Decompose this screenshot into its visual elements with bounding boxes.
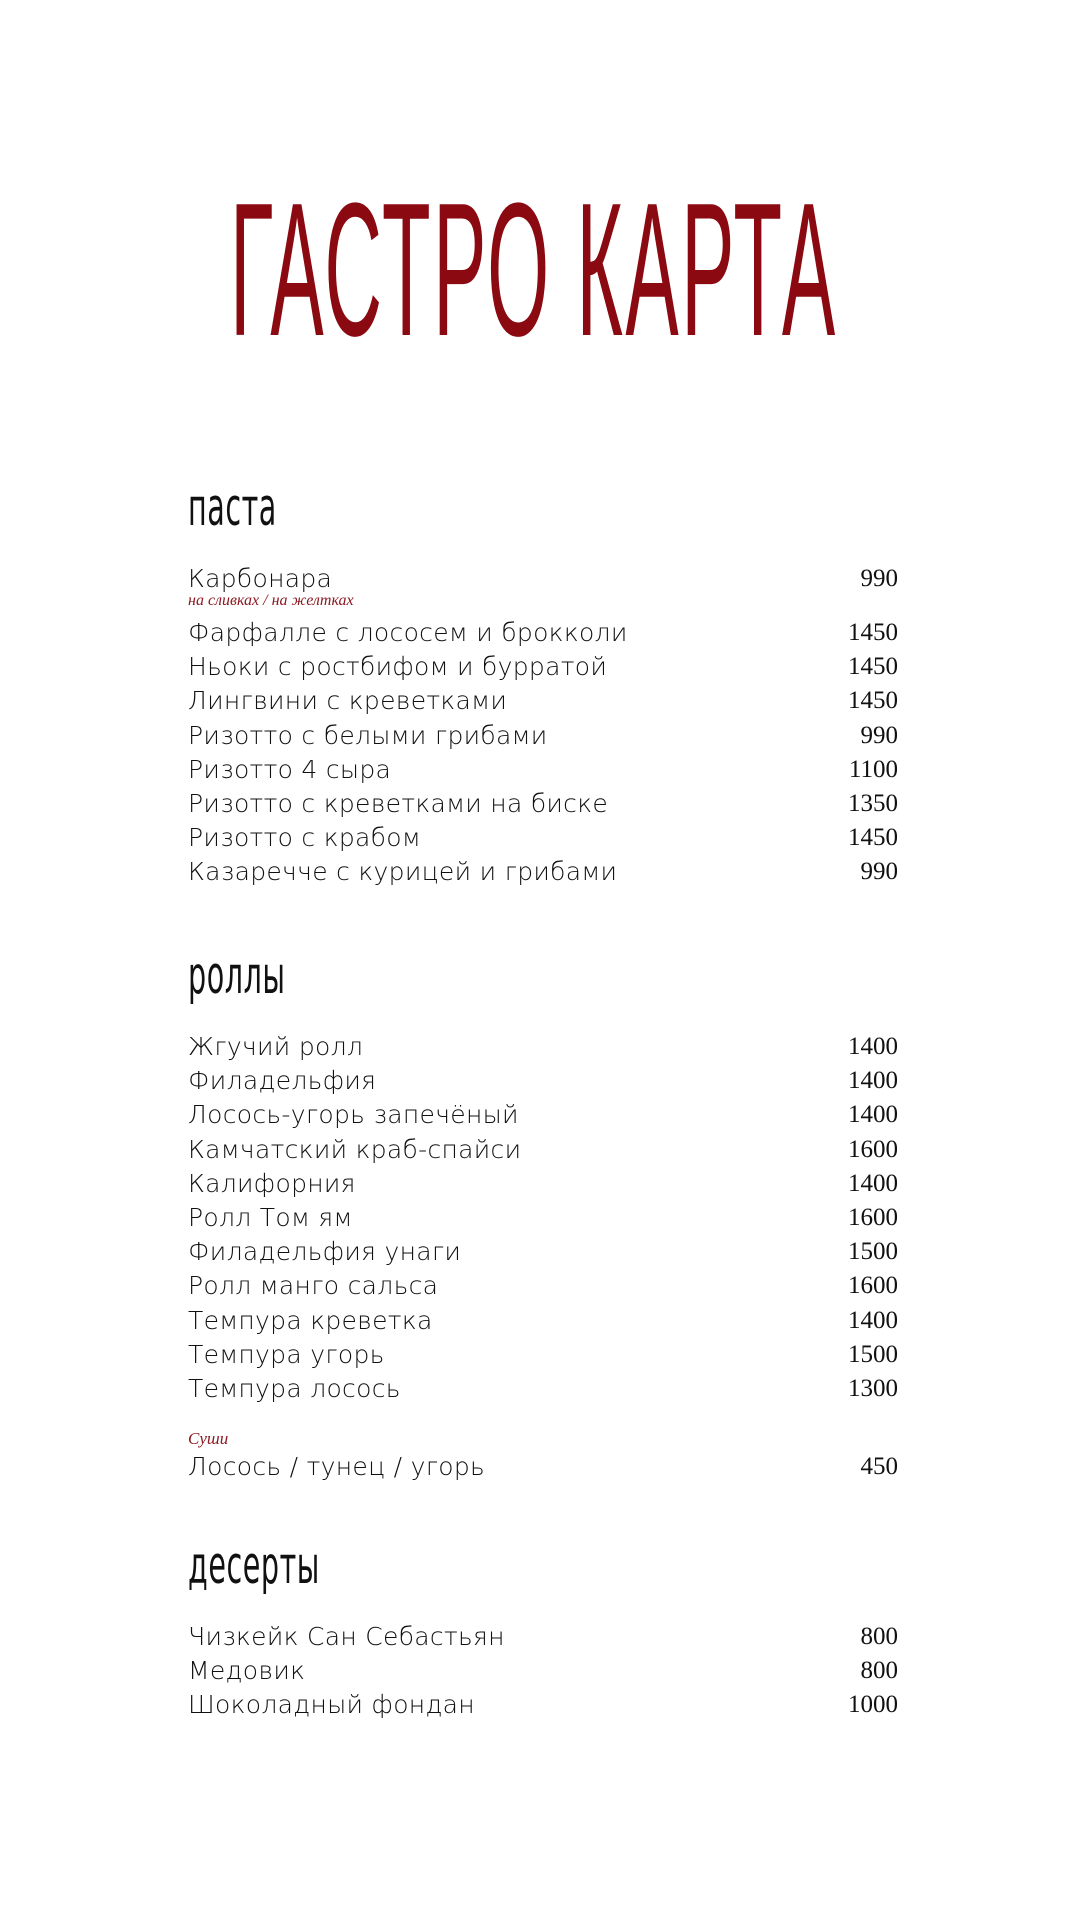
menu-item (188, 1620, 898, 1654)
item-price: 1000 (848, 1691, 898, 1719)
item-name: Ризотто с крабом (188, 823, 422, 853)
item-name: Калифорния (188, 1168, 356, 1198)
menu-item (188, 1133, 898, 1167)
item-name: Темпура лосось (188, 1373, 401, 1403)
item-price: 990 (860, 858, 898, 886)
item-name: Ролл Том ям (188, 1202, 353, 1232)
item-name: Лингвини с креветками (188, 686, 508, 716)
item-note: на сливках / на желтках (188, 592, 354, 609)
menu-item (188, 1030, 898, 1064)
item-name: Темпура креветка (188, 1305, 433, 1335)
item-name: Ризотто с креветками на биске (188, 788, 609, 818)
item-name: Жгучий ролл (188, 1032, 364, 1061)
item-price: 1400 (848, 1306, 898, 1334)
item-name: Темпура угорь (188, 1339, 385, 1369)
section-title: роллы (188, 946, 286, 1006)
item-name: Чизкейк Сан Себастьян (188, 1622, 505, 1651)
item-price: 800 (860, 1657, 898, 1685)
menu-item (188, 1450, 898, 1484)
item-price: 1600 (848, 1203, 898, 1231)
menu-item (188, 1098, 898, 1132)
item-price: 1500 (848, 1340, 898, 1368)
item-price: 450 (860, 1453, 898, 1481)
item-price: 1450 (848, 824, 898, 852)
item-price: 990 (860, 565, 898, 592)
menu-list (188, 562, 898, 890)
logo (230, 164, 860, 376)
item-price: 1600 (848, 1135, 898, 1163)
item-name: Ролл манго сальса (188, 1271, 439, 1301)
item-price: 1500 (848, 1238, 898, 1266)
menu-item (188, 616, 898, 650)
item-name: Филадельфия унаги (188, 1237, 462, 1267)
item-price: 1450 (848, 687, 898, 715)
item-name: Казаречче с курицей и грибами (188, 857, 618, 887)
item-price: 800 (860, 1623, 898, 1650)
item-name: Медовик (188, 1656, 306, 1686)
item-price: 1450 (848, 653, 898, 681)
menu-item (188, 650, 898, 684)
item-price: 1400 (848, 1101, 898, 1129)
item-name: Лосось / тунец / угорь (188, 1452, 486, 1482)
item-name: Карбонара (188, 564, 333, 593)
menu-item (188, 855, 898, 889)
item-price: 1600 (848, 1272, 898, 1300)
menu-item (188, 1064, 898, 1098)
logo-text: ГАСТРО КАРТА (230, 164, 838, 376)
item-name: Ризотто с белыми грибами (188, 720, 548, 750)
section-title: десерты (188, 1536, 320, 1596)
menu-item (188, 1269, 898, 1303)
item-price: 1300 (848, 1374, 898, 1402)
item-price: 1400 (848, 1067, 898, 1095)
section-rolls (188, 946, 898, 1484)
item-name: Ньоки с ростбифом и бурратой (188, 652, 608, 682)
item-price: 1450 (848, 619, 898, 646)
menu-item (188, 753, 898, 787)
menu-item (188, 684, 898, 718)
menu-item (188, 1372, 898, 1406)
section-pasta (188, 478, 898, 890)
menu-item (188, 787, 898, 821)
item-price: 990 (860, 721, 898, 749)
item-price: 1400 (848, 1169, 898, 1197)
menu-item (188, 562, 898, 616)
section-desserts (188, 1536, 898, 1723)
section-title: паста (188, 478, 277, 538)
menu-item (188, 1654, 898, 1688)
item-name: Камчатский краб-спайси (188, 1134, 522, 1164)
menu-item (188, 1338, 898, 1372)
menu-item (188, 719, 898, 753)
menu-list (188, 1620, 898, 1723)
item-price: 1350 (848, 789, 898, 817)
item-name: Филадельфия (188, 1066, 377, 1096)
menu-item (188, 1201, 898, 1235)
sub-group-label: Суши (188, 1429, 229, 1449)
menu-item (188, 1167, 898, 1201)
menu-list (188, 1030, 898, 1484)
item-name: Шоколадный фондан (188, 1690, 475, 1720)
item-name: Ризотто 4 сыра (188, 754, 392, 784)
item-name: Фарфалле с лососем и брокколи (188, 618, 628, 647)
menu-item (188, 821, 898, 855)
menu-item (188, 1688, 898, 1722)
item-price: 1100 (848, 755, 898, 783)
menu-item (188, 1304, 898, 1338)
item-price: 1400 (848, 1033, 898, 1060)
menu-item (188, 1235, 898, 1269)
item-name: Лосось-угорь запечёный (188, 1100, 519, 1130)
